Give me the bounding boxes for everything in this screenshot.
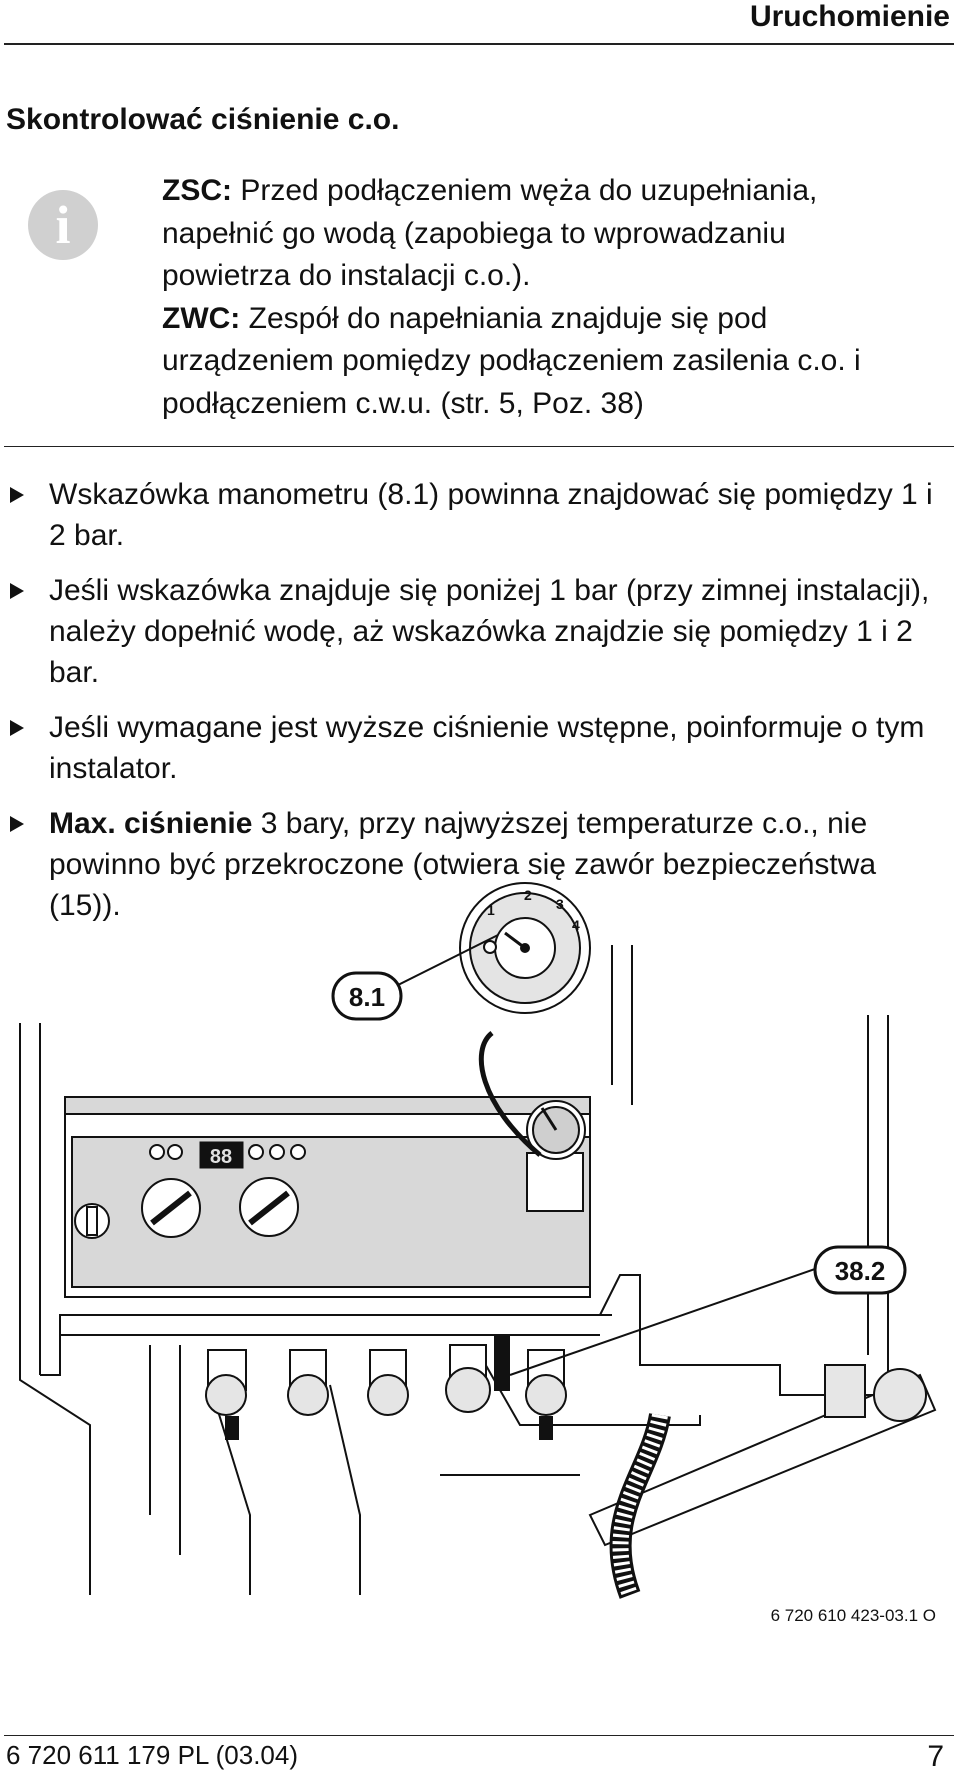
section-title: Skontrolować ciśnienie c.o. (6, 103, 400, 136)
gauge-tick-label: 4 (572, 917, 580, 933)
pipe-fittings (206, 1335, 566, 1439)
list-item (4, 474, 944, 556)
gauge-tick-label: 3 (556, 896, 564, 912)
note-zsc (162, 170, 922, 298)
page-number: 7 (927, 1740, 944, 1773)
list-item (4, 707, 944, 789)
digital-display-digits: 88 (209, 1146, 233, 1168)
callout-38-2-label: 38.2 (834, 1256, 886, 1286)
document-number: 6 720 611 179 PL (03.04) (6, 1740, 299, 1770)
boiler-illustration (0, 887, 960, 1635)
note-zsc-label: ZSC: (162, 174, 232, 207)
bullet-arrow-icon (10, 487, 24, 503)
note-divider (4, 446, 954, 447)
figure-reference: 6 720 610 423-03.1 O (770, 1606, 936, 1625)
list-item (4, 570, 944, 693)
footer-divider (4, 1735, 954, 1736)
info-note (162, 170, 922, 425)
gauge-tick-label: 1 (487, 902, 495, 918)
gauge-tick-label: 2 (524, 887, 532, 903)
note-zwc-label: ZWC: (162, 301, 241, 335)
list-item-text: Wskazówka manometru (8.1) powinna znajdować się pomiędzy 1 i 2 bar. (49, 478, 933, 552)
list-item-text: 3 bary, przy najwyższej temperaturze c.o., nie powinno być przekroczone (otwiera się zawór bezpieczeństwa (15)). (49, 807, 877, 922)
note-zwc (162, 298, 922, 426)
bullet-arrow-icon (10, 720, 24, 736)
page-header-title: Uruchomienie (749, 0, 950, 33)
bullet-arrow-icon (10, 816, 24, 832)
list-item-text: Jeśli wymagane jest wyższe ciśnienie wstępne, poinformuje o tym instalator. (49, 711, 925, 785)
list-item-bold: Max. ciśnienie (49, 807, 253, 840)
list-item-text: Jeśli wskazówka znajduje się poniżej 1 bar (przy zimnej instalacji), należy dopełnić wodę, aż wskazówka znajdzie się pomiędzy 1 i 2 bar. (49, 574, 930, 689)
header-divider (4, 43, 954, 45)
callout-8-1-label: 8.1 (348, 982, 386, 1012)
bullet-arrow-icon (10, 583, 24, 599)
note-zwc-text: Zespół do napełniania znajduje się pod urządzeniem pomiędzy podłączeniem zasilenia c.o. i podłączeniem c.w.u. (str. 5, Poz. 38) (162, 301, 861, 420)
note-zsc-text: Przed podłączeniem węża do uzupełniania, napełnić go wodą (zapobiega to wprowadzaniu powietrza do instalacji c.o.). (162, 174, 818, 292)
info-icon: i (28, 190, 98, 260)
instruction-list (4, 474, 944, 940)
